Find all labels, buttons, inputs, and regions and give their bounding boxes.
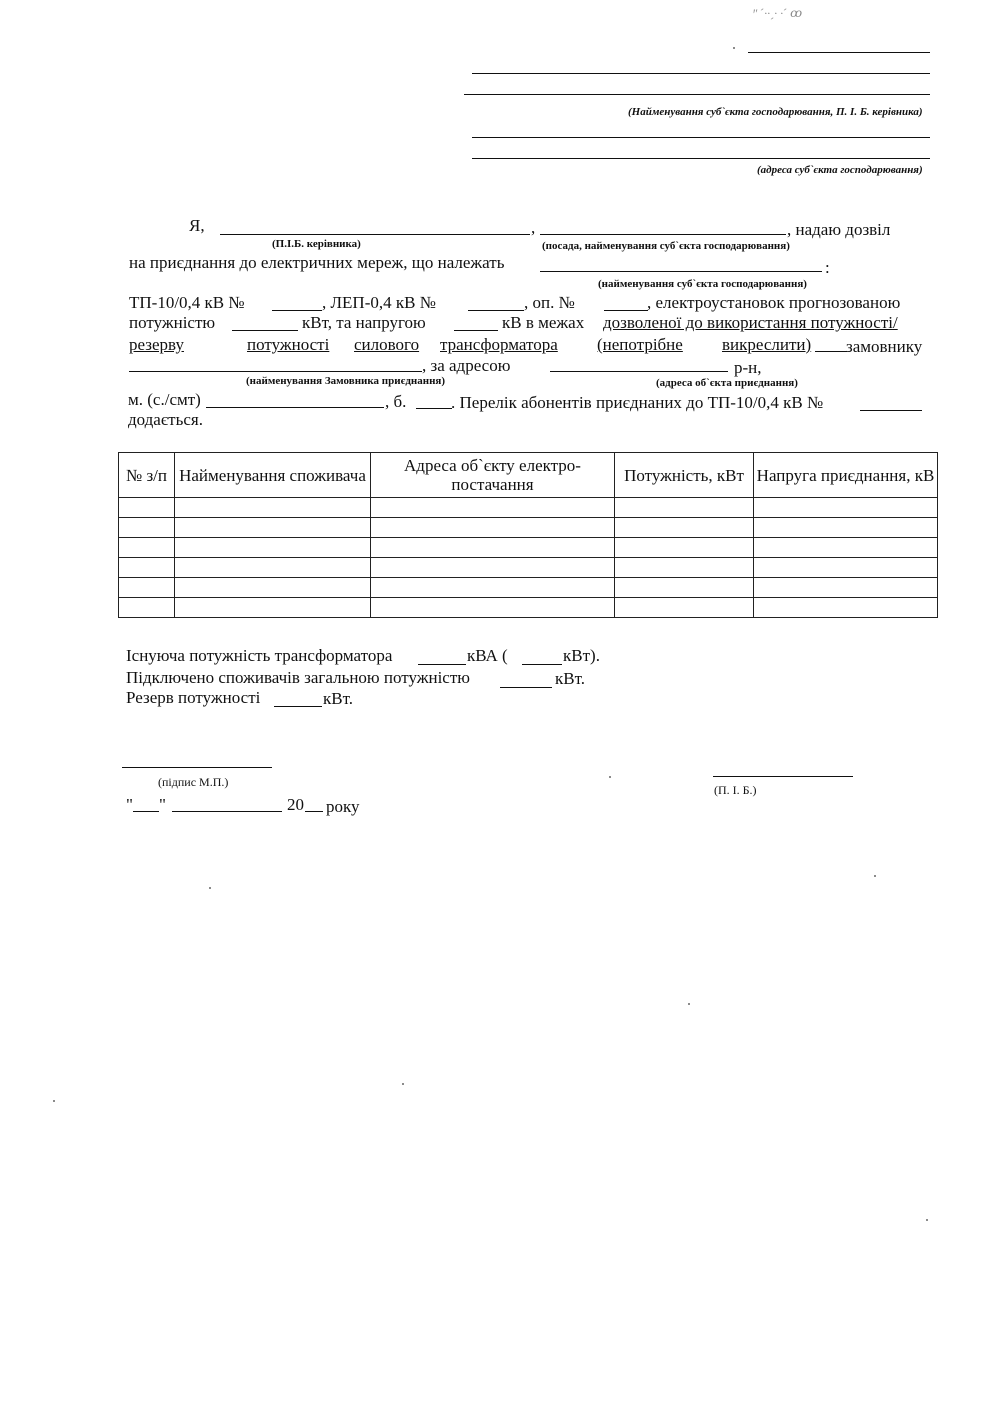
text-installations: , електроустановок прогнозованою (647, 293, 901, 312)
text-existing-power: Існуюча потужність трансформатора (126, 646, 393, 665)
scan-speck (688, 1003, 690, 1005)
table-cell (119, 578, 175, 598)
blank-entity (540, 271, 822, 272)
scan-speck (926, 1219, 928, 1221)
table-cell (119, 538, 175, 558)
text-kvt-voltage: кВт, та напругою (302, 313, 426, 332)
table-header-row (119, 453, 938, 498)
blank-kvt-existing (522, 664, 562, 665)
text-kva: кВА ( (467, 646, 508, 665)
table-cell (615, 578, 754, 598)
text-city: м. (с./смт) (128, 390, 201, 409)
blank-voltage (454, 330, 498, 331)
header-number: № з/п (119, 453, 175, 498)
table-cell (119, 558, 175, 578)
table-cell (175, 498, 371, 518)
caption-head-entity: (Найменування суб`єкта господарювання, П. І. Б. керівника) (628, 106, 923, 118)
blank-date-month (172, 811, 282, 812)
table-cell (754, 598, 938, 618)
table-cell (175, 578, 371, 598)
caption-position: (посада, найменування суб`єкта господарювання) (542, 240, 790, 252)
blank-power (232, 330, 298, 331)
table-cell (371, 538, 615, 558)
text-comma: , (531, 218, 536, 237)
text-reserve-w4: трансформатора (440, 335, 558, 354)
blank-pib-sign (713, 776, 853, 777)
blank-tp-list-number (860, 410, 922, 411)
table-row (119, 518, 938, 538)
blank-building (416, 408, 452, 409)
table-cell (754, 518, 938, 538)
header-object-address: Адреса об`єкту електро-постачання (371, 453, 615, 498)
caption-entity-address: (адреса суб`єкта господарювання) (757, 164, 923, 176)
table-cell (371, 578, 615, 598)
scan-speck (874, 875, 876, 877)
table-cell (175, 518, 371, 538)
table-cell (371, 598, 615, 618)
text-tp: ТП-10/0,4 кВ № (129, 293, 245, 312)
table-row (119, 498, 938, 518)
caption-signature: (підпис М.П.) (158, 775, 229, 789)
blank-object-address (550, 371, 728, 372)
text-lep: , ЛЕП-0,4 кВ № (322, 293, 436, 312)
blank-pib-head (220, 234, 530, 235)
table-row (119, 538, 938, 558)
caption-pib-sign: (П. І. Б.) (714, 783, 757, 797)
blank-city (206, 407, 384, 408)
header-line-5 (472, 158, 930, 159)
table-cell (371, 498, 615, 518)
table-cell (371, 558, 615, 578)
header-line-4 (472, 137, 930, 138)
header-line-3 (464, 94, 930, 95)
caption-object-address: (адреса об`єкта приєднання) (656, 377, 798, 389)
scan-speck (209, 887, 211, 889)
text-reserve-w6: викреслити) (722, 335, 812, 354)
caption-pib-head: (П.І.Б. керівника) (272, 238, 361, 250)
text-grant-permission: , надаю дозвіл (787, 220, 891, 239)
table-cell (119, 518, 175, 538)
text-customer: замовнику (846, 337, 923, 356)
table-cell (119, 498, 175, 518)
table-cell (175, 598, 371, 618)
text-connection: на приєднання до електричних мереж, що належать (129, 253, 505, 272)
date-quote-close: " (159, 795, 166, 814)
table-cell (615, 598, 754, 618)
blank-lep-number (468, 310, 524, 311)
table-cell (175, 538, 371, 558)
header-power: Потужність, кВт (615, 453, 754, 498)
blank-kva (418, 664, 466, 665)
table-cell (615, 518, 754, 538)
date-year-prefix: 20 (287, 795, 304, 814)
text-colon: : (825, 258, 830, 277)
text-ya: Я, (189, 216, 205, 235)
text-kvt-reserve: кВт. (323, 689, 353, 708)
scan-speck (609, 776, 611, 778)
table-cell (754, 498, 938, 518)
blank-customer (129, 371, 422, 372)
table-cell (615, 538, 754, 558)
table-cell (615, 498, 754, 518)
blank-connected-power (500, 687, 552, 688)
table-cell (754, 538, 938, 558)
text-power: потужністю (129, 313, 216, 332)
text-attached: додається. (128, 410, 203, 429)
text-reserve-w5: (непотрібне (597, 335, 683, 354)
text-subscriber-list: . Перелік абонентів приєднаних до ТП-10/0,4 кВ № (451, 393, 824, 412)
table-cell (615, 558, 754, 578)
table-cell (754, 578, 938, 598)
scan-marks: ꞌ' ˊ··ˏ· ·ˊ ꝏ (752, 6, 803, 20)
blank-tp-number (272, 310, 322, 311)
blank-date-year (305, 811, 323, 812)
blank-position (540, 234, 786, 235)
table-row (119, 578, 938, 598)
text-kvt-existing: кВт). (563, 646, 600, 665)
text-reserve-power: Резерв потужності (126, 688, 261, 707)
text-allowed-power: дозволеної до використання потужності/ (603, 313, 898, 332)
table-cell (371, 518, 615, 538)
header-line-1 (748, 52, 930, 53)
subscribers-table (118, 452, 938, 618)
blank-date-day (133, 811, 159, 812)
text-address: , за адресою (422, 356, 511, 375)
caption-customer: (найменування Замовника приєднання) (246, 375, 446, 387)
table-row (119, 598, 938, 618)
table-cell (754, 558, 938, 578)
scan-speck (733, 47, 735, 49)
table-row (119, 558, 938, 578)
blank-signature (122, 767, 272, 768)
caption-entity: (найменування суб`єкта господарювання) (598, 278, 807, 290)
text-district: р-н, (734, 358, 762, 377)
text-op: , оп. № (524, 293, 575, 312)
header-line-2 (472, 73, 930, 74)
header-consumer-name: Найменування споживача (175, 453, 371, 498)
text-building: , б. (385, 392, 407, 411)
date-quote-open: " (126, 795, 133, 814)
text-connected-consumers: Підключено споживачів загальною потужністю (126, 668, 470, 687)
text-kvt-connected: кВт. (555, 669, 585, 688)
table-cell (119, 598, 175, 618)
scan-speck (53, 1100, 55, 1102)
blank-reserve-power (274, 706, 322, 707)
underline-gap (815, 351, 847, 352)
table-cell (175, 558, 371, 578)
scan-speck (402, 1083, 404, 1085)
text-reserve-w1: резерву (129, 335, 184, 354)
text-reserve-w3: силового (354, 335, 420, 354)
text-kv-within: кВ в межах (502, 313, 585, 332)
text-reserve-w2: потужності (247, 335, 330, 354)
date-year-word: року (326, 797, 360, 816)
blank-op-number (604, 310, 648, 311)
header-voltage: Напруга приєднання, кВ (754, 453, 938, 498)
